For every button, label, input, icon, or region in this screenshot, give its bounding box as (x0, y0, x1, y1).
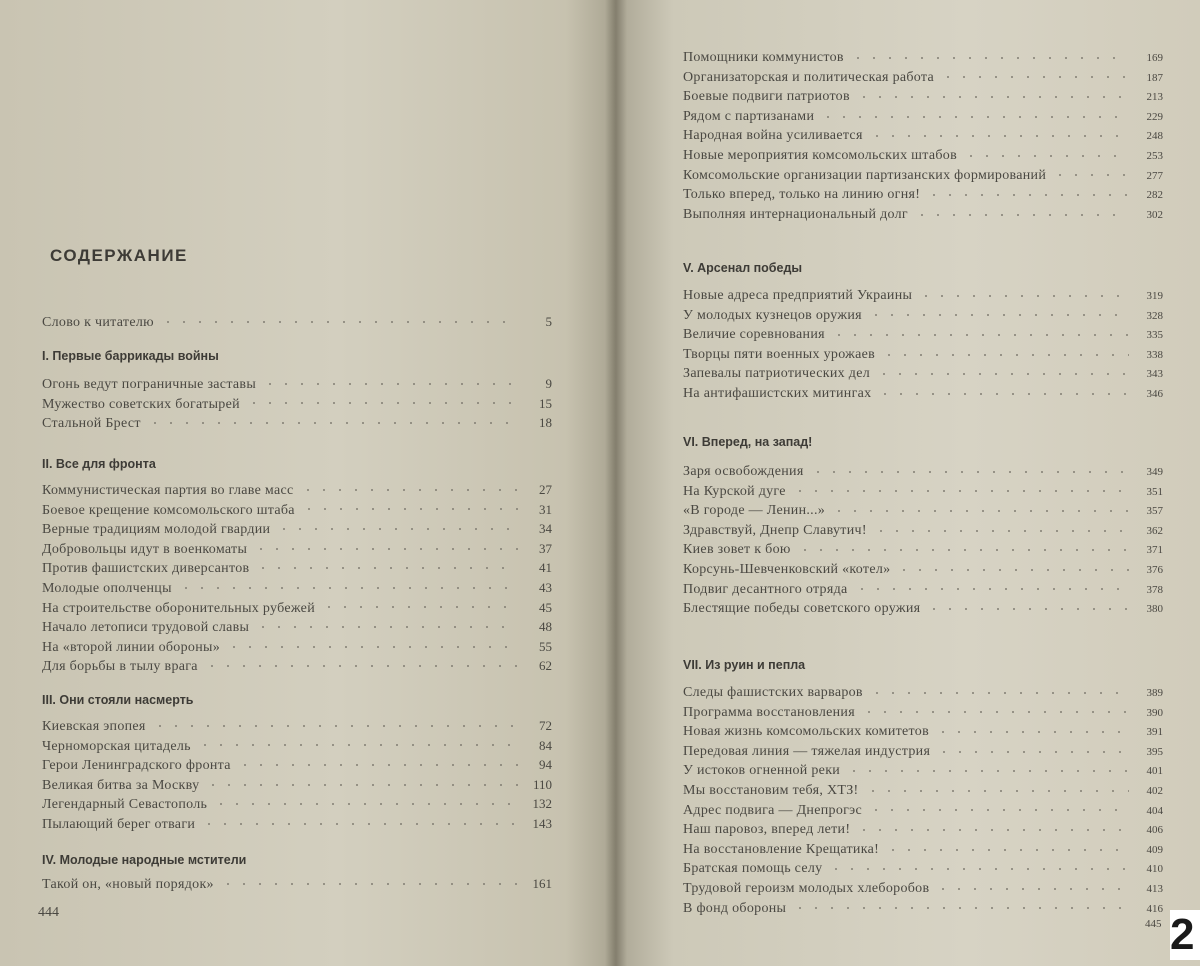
entry-title: Добровольцы идут в военкоматы (42, 541, 248, 557)
entry-title: Рядом с партизанами (683, 108, 815, 124)
dot-leader (935, 730, 1129, 734)
toc-entry[interactable] (683, 521, 1163, 541)
entry-page: 410 (1146, 863, 1163, 876)
entry-title: На «второй линии обороны» (42, 639, 220, 655)
entry-title: Корсунь-Шевченковский «котел» (683, 561, 891, 577)
toc-entry[interactable] (683, 126, 1163, 146)
section-heading: VII. Из руин и пепла (683, 658, 806, 672)
dot-leader (205, 783, 518, 787)
entry-title: Братская помощь селу (683, 861, 823, 877)
entry-title: Верные традициям молодой гвардии (42, 522, 271, 538)
dot-leader (854, 587, 1129, 591)
toc-entry[interactable] (42, 519, 552, 539)
entry-page: 349 (1146, 466, 1163, 478)
entry-page: 31 (539, 501, 552, 517)
dot-leader (868, 808, 1129, 812)
entry-page: 395 (1146, 745, 1163, 758)
entry-page: 41 (539, 560, 552, 576)
entry-title: Подвиг десантного отряда (683, 581, 848, 597)
entry-page: 213 (1146, 91, 1163, 104)
dot-leader (204, 664, 518, 668)
dot-leader (237, 763, 518, 767)
dot-leader (810, 470, 1129, 474)
toc-entry[interactable] (683, 580, 1163, 600)
entry-page: 282 (1146, 189, 1163, 202)
dot-leader (178, 586, 518, 590)
entry-title: Запевалы патриотических дел (683, 366, 870, 382)
toc-entry[interactable] (683, 879, 1163, 899)
dot-leader (881, 353, 1129, 357)
section-7 (683, 655, 1163, 918)
toc-entry[interactable] (683, 325, 1163, 345)
toc-entry[interactable] (683, 820, 1163, 840)
entry-title: На антифашистских митингах (683, 385, 872, 401)
dot-leader (147, 421, 518, 425)
toc-entry[interactable] (683, 599, 1163, 619)
toc-entry[interactable] (683, 761, 1163, 781)
dot-leader (861, 710, 1129, 714)
entry-title: Стальной Брест (42, 416, 141, 432)
entry-page: 161 (532, 876, 552, 891)
page-number-left: 444 (38, 905, 59, 920)
dot-leader (321, 605, 518, 609)
entry-title: Заря освобождения (683, 464, 804, 479)
toc-entry[interactable] (42, 413, 552, 433)
toc-entry[interactable] (683, 306, 1163, 326)
dot-leader (850, 56, 1129, 60)
entry-page: 143 (532, 815, 552, 831)
dot-leader (197, 743, 518, 747)
dot-leader (160, 320, 518, 324)
entry-title: Программа восстановления (683, 704, 855, 720)
section-heading: VI. Вперед, на запад! (683, 435, 813, 449)
toc-entry[interactable] (683, 899, 1163, 919)
toc-entry[interactable] (42, 874, 552, 894)
entry-page: 380 (1146, 603, 1163, 616)
entry-page: 5 (545, 314, 552, 329)
dot-leader (797, 548, 1129, 552)
dot-leader (828, 867, 1129, 871)
entry-title: Боевое крещение комсомольского штаба (42, 502, 295, 518)
entry-page: 335 (1146, 329, 1163, 342)
entry-title: Новая жизнь комсомольских комитетов (683, 724, 929, 740)
entry-page: 376 (1146, 563, 1163, 576)
corner-mark: 2 (1170, 910, 1200, 960)
entry-title: У истоков огненной реки (683, 763, 841, 779)
entry-page: 319 (1146, 290, 1163, 302)
dot-leader (846, 769, 1129, 773)
entry-title: Мы восстановим тебя, ХТЗ! (683, 782, 859, 798)
entry-title: Киев зовет к бою (683, 542, 791, 558)
dot-leader (792, 489, 1129, 493)
section-heading: II. Все для фронта (42, 457, 156, 471)
entry-title: Помощники коммунистов (683, 50, 844, 65)
entry-page: 338 (1146, 348, 1163, 361)
entry-page: 18 (539, 415, 552, 431)
entry-page: 413 (1146, 882, 1163, 895)
toc-entry-intro[interactable] (42, 312, 552, 332)
entry-page: 55 (539, 638, 552, 654)
dot-leader (865, 789, 1130, 793)
dot-leader (213, 802, 518, 806)
dot-leader (301, 507, 518, 511)
entry-title: На восстановление Крещатика! (683, 841, 880, 857)
entry-title: Следы фашистских варваров (683, 685, 863, 700)
toc-entry[interactable] (42, 598, 552, 618)
entry-title: Здравствуй, Днепр Славутич! (683, 522, 867, 538)
entry-title: Только вперед, только на линию огня! (683, 187, 921, 203)
dot-leader (868, 313, 1129, 317)
dot-leader (873, 529, 1129, 533)
dot-leader (220, 882, 518, 886)
entry-page: 402 (1146, 784, 1163, 797)
entry-title: Легендарный Севастополь (42, 797, 208, 813)
toc-entry[interactable] (42, 617, 552, 637)
entry-title: Величие соревнования (683, 327, 825, 343)
toc-entry[interactable] (683, 482, 1163, 502)
entry-title: Боевые подвиги патриотов (683, 89, 850, 105)
dot-leader (253, 547, 518, 551)
toc-entry[interactable] (42, 500, 552, 520)
toc-entry[interactable] (683, 462, 1163, 482)
entry-title: Трудовой героизм молодых хлеборобов (683, 880, 930, 896)
entry-page: 351 (1146, 485, 1163, 498)
toc-entry[interactable] (683, 286, 1163, 306)
toc-entry[interactable] (42, 578, 552, 598)
dot-leader (926, 607, 1129, 611)
entry-page: 84 (539, 737, 552, 753)
toc-entry[interactable] (42, 374, 552, 394)
dot-leader (926, 193, 1129, 197)
entry-page: 34 (539, 521, 552, 537)
dot-leader (831, 333, 1129, 337)
toc-entry[interactable] (683, 166, 1163, 186)
entry-title: Начало летописи трудовой славы (42, 620, 250, 636)
dot-leader (300, 488, 518, 492)
toc-entry[interactable] (683, 801, 1163, 821)
entry-page: 371 (1146, 544, 1163, 557)
dot-leader (936, 750, 1129, 754)
entry-page: 406 (1146, 824, 1163, 837)
toc-entry[interactable] (683, 146, 1163, 166)
dot-leader (255, 566, 518, 570)
entry-page: 302 (1146, 208, 1163, 221)
entry-page: 277 (1146, 169, 1163, 182)
dot-leader (935, 887, 1129, 891)
page-number-right: 445 (1145, 918, 1162, 930)
entry-title: Против фашистских диверсантов (42, 561, 250, 577)
toc-entry[interactable] (42, 755, 552, 775)
dot-leader (1052, 173, 1129, 177)
entry-title: Для борьбы в тылу врага (42, 659, 198, 675)
toc-entry[interactable] (683, 364, 1163, 384)
entry-page: 248 (1146, 130, 1163, 143)
toc-entry[interactable] (42, 480, 552, 500)
left-toc (42, 312, 552, 332)
entry-title: Блестящие победы советского оружия (683, 601, 921, 617)
entry-page: 343 (1146, 368, 1163, 381)
dot-leader (201, 822, 518, 826)
toc-entry[interactable] (683, 185, 1163, 205)
section-heading: III. Они стояли насмерть (42, 693, 194, 707)
dot-leader (914, 213, 1129, 217)
dot-leader (940, 75, 1129, 79)
toc-entry[interactable] (42, 794, 552, 814)
entry-page: 15 (539, 395, 552, 411)
entry-title: Творцы пяти военных урожаев (683, 346, 876, 362)
entry-title: На Курской дуге (683, 483, 786, 499)
entry-title: «В городе — Ленин...» (683, 503, 826, 519)
toc-entry[interactable] (683, 540, 1163, 560)
dot-leader (856, 95, 1129, 99)
entry-page: 132 (532, 796, 552, 812)
entry-title: Великая битва за Москву (42, 777, 200, 793)
entry-title: Слово к читателю (42, 315, 154, 330)
toc-entry[interactable] (683, 501, 1163, 521)
toc-title: СОДЕРЖАНИЕ (50, 246, 188, 265)
dot-leader (226, 645, 518, 649)
section-5 (683, 258, 1163, 404)
entry-title: Новые адреса предприятий Украины (683, 288, 913, 303)
dot-leader (896, 568, 1129, 572)
entry-title: Молодые ополченцы (42, 580, 172, 596)
toc-entry[interactable] (683, 384, 1163, 404)
toc-entry[interactable] (683, 683, 1163, 703)
entry-page: 409 (1146, 843, 1163, 856)
toc-entry[interactable] (683, 703, 1163, 723)
entry-title: Организаторская и политическая работа (683, 69, 935, 85)
dot-leader (856, 828, 1129, 832)
toc-entry[interactable] (42, 637, 552, 657)
entry-page: 404 (1146, 804, 1163, 817)
toc-entry[interactable] (683, 345, 1163, 365)
entry-page: 110 (532, 776, 552, 792)
entry-page: 357 (1146, 505, 1163, 518)
entry-page: 253 (1146, 149, 1163, 162)
dot-leader (876, 372, 1129, 376)
entry-title: Мужество советских богатырей (42, 396, 240, 412)
dot-leader (869, 134, 1129, 138)
toc-entry[interactable] (683, 742, 1163, 762)
toc-entry[interactable] (683, 87, 1163, 107)
entry-page: 391 (1146, 726, 1163, 739)
entry-title: Герои Ленинградского фронта (42, 758, 231, 774)
section-1 (42, 346, 552, 433)
entry-title: Черноморская цитадель (42, 738, 191, 754)
entry-title: На строительстве оборонительных рубежей (42, 600, 315, 616)
entry-page: 229 (1146, 110, 1163, 123)
entry-title: Наш паровоз, вперед лети! (683, 822, 851, 838)
entry-page: 62 (539, 658, 552, 674)
entry-page: 187 (1146, 71, 1163, 84)
dot-leader (246, 401, 518, 405)
entry-title: Пылающий берег отваги (42, 816, 196, 832)
entry-page: 37 (539, 540, 552, 556)
entry-page: 43 (539, 579, 552, 595)
entry-page: 362 (1146, 524, 1163, 537)
dot-leader (255, 625, 518, 629)
section-heading: I. Первые баррикады войны (42, 349, 219, 363)
entry-page: 169 (1146, 52, 1163, 64)
toc-entry[interactable] (683, 48, 1163, 68)
entry-page: 9 (545, 376, 552, 391)
toc-entry[interactable] (683, 107, 1163, 127)
toc-entry[interactable] (42, 814, 552, 834)
dot-leader (262, 382, 518, 386)
dot-leader (877, 392, 1129, 396)
dot-leader (276, 527, 518, 531)
toc-entry[interactable] (42, 736, 552, 756)
entry-page: 48 (539, 619, 552, 635)
entry-page: 389 (1146, 687, 1163, 699)
book-gutter (605, 0, 627, 966)
entry-title: Передовая линия — тяжелая индустрия (683, 743, 931, 759)
toc-entry[interactable] (683, 205, 1163, 225)
toc-entry[interactable] (683, 722, 1163, 742)
entry-title: Комсомольские организации партизанских формирований (683, 167, 1047, 183)
entry-title: В фонд обороны (683, 900, 787, 916)
entry-page: 94 (539, 757, 552, 773)
right-page (615, 0, 1200, 966)
toc-entry[interactable] (683, 560, 1163, 580)
section-6 (683, 432, 1163, 619)
entry-page: 27 (539, 482, 552, 497)
entry-title: Новые мероприятия комсомольских штабов (683, 147, 957, 163)
entry-title: Коммунистическая партия во главе масс (42, 483, 294, 498)
entry-title: Народная война усиливается (683, 128, 863, 144)
toc-entry[interactable] (683, 781, 1163, 801)
section-3 (42, 690, 552, 834)
entry-title: Огонь ведут пограничные заставы (42, 377, 257, 392)
entry-page: 390 (1146, 706, 1163, 719)
entry-page: 328 (1146, 309, 1163, 322)
entry-title: У молодых кузнецов оружия (683, 307, 862, 323)
entry-page: 45 (539, 599, 552, 615)
entry-title: Такой он, «новый порядок» (42, 877, 214, 892)
entry-page: 346 (1146, 387, 1163, 400)
dot-leader (820, 115, 1129, 119)
dot-leader (918, 294, 1129, 298)
section-heading: IV. Молодые народные мстители (42, 853, 247, 867)
entry-title: Выполняя интернациональный долг (683, 206, 908, 222)
dot-leader (792, 906, 1129, 910)
dot-leader (152, 724, 518, 728)
toc-entry[interactable] (42, 394, 552, 414)
dot-leader (963, 154, 1129, 158)
entry-title: Адрес подвига — Днепрогэс (683, 802, 862, 818)
entry-page: 401 (1146, 765, 1163, 778)
entry-title: Киевская эпопея (42, 719, 146, 734)
dot-leader (831, 509, 1129, 513)
toc-entry[interactable] (42, 656, 552, 676)
section-heading: V. Арсенал победы (683, 261, 803, 275)
toc-entry[interactable] (42, 775, 552, 795)
toc-entry[interactable] (42, 539, 552, 559)
entry-page: 72 (539, 718, 552, 733)
toc-entry[interactable] (42, 716, 552, 736)
entry-page: 416 (1146, 902, 1163, 915)
section-4 (42, 850, 552, 894)
dot-leader (885, 848, 1129, 852)
toc-entry[interactable] (683, 68, 1163, 88)
toc-entry[interactable] (42, 558, 552, 578)
toc-entry[interactable] (683, 840, 1163, 860)
continued-entries (683, 48, 1163, 224)
section-2 (42, 454, 552, 676)
entry-page: 378 (1146, 583, 1163, 596)
toc-entry[interactable] (683, 859, 1163, 879)
dot-leader (869, 691, 1129, 695)
